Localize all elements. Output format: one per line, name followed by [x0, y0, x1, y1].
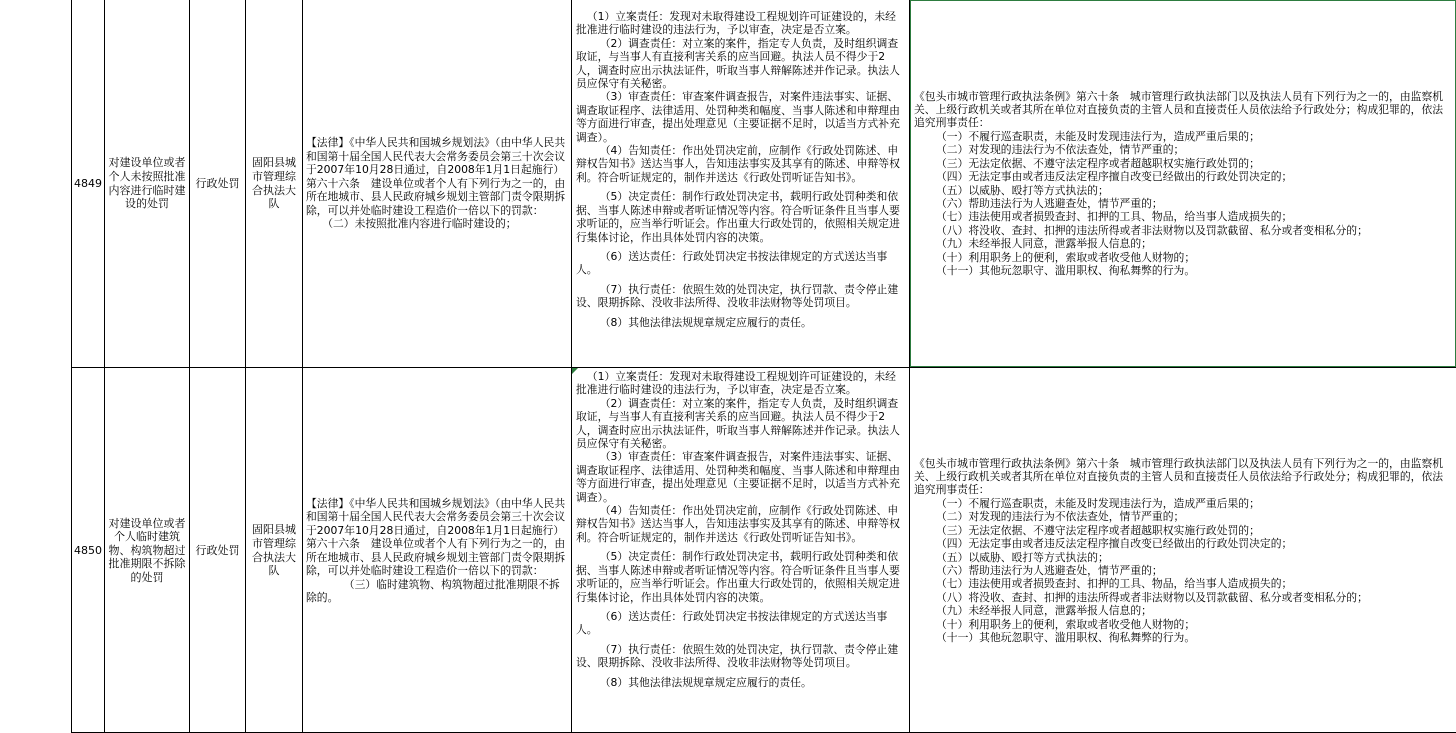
responsibility-item: （6）送达责任：行政处罚决定书按法律规定的方式送达当事人。	[576, 249, 888, 277]
liability-item: （七）违法使用或者损毁查封、扣押的工具、物品，给当事人造成损失的；	[936, 210, 1293, 224]
responsibility-item: （3）审查责任：审查案件调查报告，对案件违法事实、证据、调查取证程序、法律适用、处罚种类和幅度、当事人陈述和申辩理由等方面进行审查，提出处理意见（主要证据不足时，以适当方式补充调查）。	[576, 450, 900, 504]
cell-item-name[interactable]: 对建设单位或者个人临时建筑物、构筑物超过批准期限不拆除的处罚	[108, 516, 186, 584]
responsibility-item: （6）送达责任：行政处罚决定书按法律规定的方式送达当事人。	[576, 609, 888, 637]
liability-item: （四）无法定事由或者违反法定程序擅自改变已经做出的行政处罚决定的；	[936, 537, 1293, 551]
liability-lead: 《包头市城市管理行政执法条例》第六十条 城市管理行政执法部门以及执法人员有下列行为之一的，由监察机关、上级行政机关或者其所在单位对直接负责的主管人员和直接责任人员依法给予行政处分；构成犯罪的，依法追究刑事责任：	[914, 456, 1444, 497]
responsibility-item: （2）调查责任：对立案的案件，指定专人负责，及时组织调查取证，与当事人有直接利害关系的应当回避。执法人员不得少于2人，调查时应出示执法证件，听取当事人辩解陈述并作记录。执法人员应保守有关秘密。	[576, 36, 900, 91]
cell-department[interactable]: 固阳县城市管理综合执法大队	[252, 523, 296, 578]
liability-item: （十）利用职务上的便利，索取或者收受他人财物的；	[936, 617, 1196, 631]
liability-item: （十一）其他玩忽职守、滥用职权、徇私舞弊的行为。	[936, 630, 1196, 644]
responsibility-item: （7）执行责任：依照生效的处罚决定，执行罚款、责令停止建设、限期拆除、没收非法所得、没收非法财物等处罚项目。	[576, 642, 899, 670]
cell-department[interactable]: 固阳县城市管理综合执法大队	[252, 156, 296, 211]
liability-item: （一）不履行巡查职责，未能及时发现违法行为，造成严重后果的；	[936, 496, 1260, 510]
cell-responsibilities[interactable]	[572, 368, 909, 733]
liability-item: （三）无法定依据、不遵守法定程序或者超越职权实施行政处罚的；	[936, 523, 1260, 537]
liability-item: （二）对发现的违法行为不依法查处，情节严重的；	[936, 510, 1185, 524]
responsibility-item: （1）立案责任：发现对未取得建设工程规划许可证建设的，未经批准进行临时建设的违法行为，予以审查，决定是否立案。	[576, 370, 896, 397]
cell-legal-basis[interactable]: 【法律】《中华人民共和国城乡规划法》（由中华人民共和国第十届全国人民代表大会常务委员会第三十次会议于2007年10月28日通过，自2008年1月1日起施行）第六十六条 建设单位或者个人有下列行为之一的，由所在地城市、县人民政府城乡规划主管部门责令限期拆除，可以并处临时建设工程造价一倍以下的罚款： （二）未按照批准内容进行临时建设的；	[306, 136, 566, 231]
comment-marker	[572, 368, 578, 374]
cell-power-type[interactable]: 行政处罚	[195, 543, 240, 557]
liability-item: （九）未经举报人同意，泄露举报人信息的；	[936, 237, 1152, 251]
liability-item: （六）帮助违法行为人逃避查处，情节严重的；	[936, 196, 1163, 210]
cell-liability[interactable]	[910, 0, 1456, 367]
liability-item: （五）以威胁、殴打等方式执法的；	[936, 183, 1109, 197]
liability-item: （四）无法定事由或者违反法定程序擅自改变已经做出的行政处罚决定的；	[936, 170, 1293, 184]
liability-item: （八）将没收、查封、扣押的违法所得或者非法财物以及罚款截留、私分或者变相私分的；	[936, 590, 1368, 604]
cell-legal-basis[interactable]: 【法律】《中华人民共和国城乡规划法》（由中华人民共和国第十届全国人民代表大会常务委员会第三十次会议于2007年10月28日通过，自2008年1月1日起施行）第六十六条 建设单位或者个人有下列行为之一的，由所在地城市、县人民政府城乡规划主管部门责令限期拆除，可以并处临时建设工程造价一倍以下的罚款： （三）临时建筑物、构筑物超过批准期限不拆除的。	[306, 496, 566, 604]
cell-id[interactable]: 4849	[74, 176, 102, 190]
liability-lead: 《包头市城市管理行政执法条例》第六十条 城市管理行政执法部门以及执法人员有下列行为之一的，由监察机关、上级行政机关或者其所在单位对直接负责的主管人员和直接责任人员依法给予行政处分；构成犯罪的，依法追究刑事责任：	[914, 89, 1444, 130]
responsibility-item: （1）立案责任：发现对未取得建设工程规划许可证建设的，未经批准进行临时建设的违法行为，予以审查，决定是否立案。	[576, 10, 896, 37]
liability-content	[914, 457, 1453, 645]
responsibility-item: （7）执行责任：依照生效的处罚决定，执行罚款、责令停止建设、限期拆除、没收非法所得、没收非法财物等处罚项目。	[576, 282, 899, 310]
liability-item: （九）未经举报人同意，泄露举报人信息的；	[936, 604, 1152, 618]
liability-item: （三）无法定依据、不遵守法定程序或者超越职权实施行政处罚的；	[936, 156, 1260, 170]
responsibility-item: （4）告知责任：作出处罚决定前，应制作《行政处罚陈述、申辩权告知书》送达当事人，告知违法事实及其享有的陈述、申辩等权利。符合听证规定的，制作并送达《行政处罚听证告知书》。	[576, 504, 900, 544]
liability-item: （一）不履行巡查职责，未能及时发现违法行为，造成严重后果的；	[936, 129, 1260, 143]
liability-item: （六）帮助违法行为人逃避查处，情节严重的；	[936, 563, 1163, 577]
responsibility-item: （3）审查责任：审查案件调查报告，对案件违法事实、证据、调查取证程序、法律适用、处罚种类和幅度、当事人陈述和申辩理由等方面进行审查，提出处理意见（主要证据不足时，以适当方式补充调查）。	[576, 90, 900, 144]
responsibility-item: （8）其他法律法规规章规定应履行的责任。	[599, 675, 812, 689]
liability-item: （十一）其他玩忽职守、滥用职权、徇私舞弊的行为。	[936, 263, 1196, 277]
liability-item: （二）对发现的违法行为不依法查处，情节严重的；	[936, 143, 1185, 157]
liability-item: （八）将没收、查封、扣押的违法所得或者非法财物以及罚款截留、私分或者变相私分的；	[936, 223, 1368, 237]
liability-item: （五）以威胁、殴打等方式执法的；	[936, 550, 1109, 564]
cell-liability[interactable]	[910, 368, 1456, 733]
cell-power-type[interactable]: 行政处罚	[195, 176, 240, 190]
cell-responsibilities[interactable]	[572, 8, 909, 367]
cell-id[interactable]: 4850	[74, 543, 102, 557]
grid-line	[71, 367, 1456, 368]
cell-item-name[interactable]: 对建设单位或者个人未按照批准内容进行临时建设的处罚	[108, 156, 186, 211]
liability-item: （七）违法使用或者损毁查封、扣押的工具、物品，给当事人造成损失的；	[936, 577, 1293, 591]
responsibility-item: （8）其他法律法规规章规定应履行的责任。	[599, 315, 812, 329]
responsibility-item: （2）调查责任：对立案的案件，指定专人负责，及时组织调查取证，与当事人有直接利害关系的应当回避。执法人员不得少于2人，调查时应出示执法证件，听取当事人辩解陈述并作记录。执法人员应保守有关秘密。	[576, 396, 900, 451]
responsibility-item: （5）决定责任：制作行政处罚决定书，载明行政处罚种类和依据、当事人陈述申辩或者听证情况等内容。符合听证条件且当事人要求听证的，应当举行听证会。作出重大行政处罚的，依照相关规定进行集体讨论，作出具体处罚内容的决策。	[576, 190, 900, 244]
responsibility-item: （5）决定责任：制作行政处罚决定书，载明行政处罚种类和依据、当事人陈述申辩或者听证情况等内容。符合听证条件且当事人要求听证的，应当举行听证会。作出重大行政处罚的，依照相关规定进行集体讨论，作出具体处罚内容的决策。	[576, 550, 900, 604]
responsibility-item: （4）告知责任：作出处罚决定前，应制作《行政处罚陈述、申辩权告知书》送达当事人，告知违法事实及其享有的陈述、申辩等权利。符合听证规定的，制作并送达《行政处罚听证告知书》。	[576, 144, 900, 184]
liability-content	[914, 90, 1453, 278]
liability-item: （十）利用职务上的便利，索取或者收受他人财物的；	[936, 250, 1196, 264]
